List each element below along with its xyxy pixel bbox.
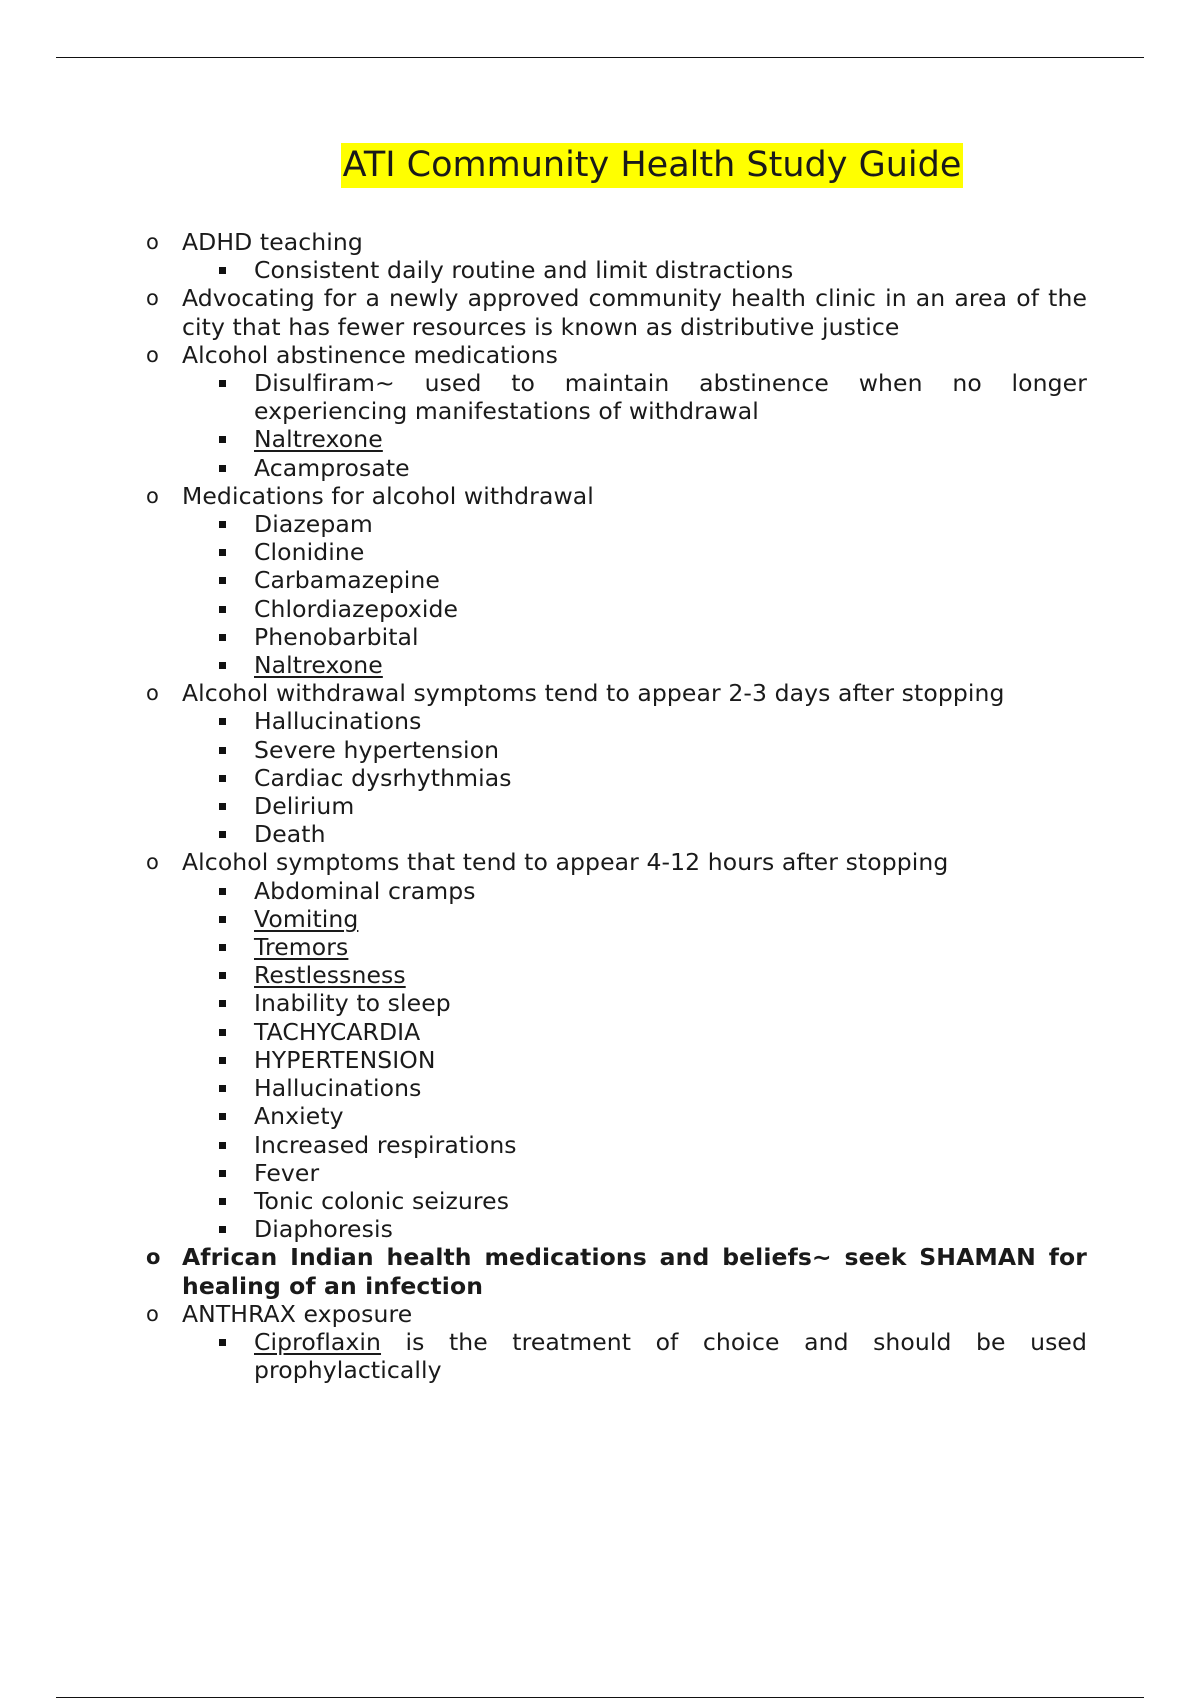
sub-item: Tonic colonic seizures xyxy=(0,1187,1087,1215)
square-bullet-icon xyxy=(219,803,226,810)
square-bullet-icon xyxy=(219,775,226,782)
sub-item: Diaphoresis xyxy=(0,1215,1087,1243)
sub-item: Phenobarbital xyxy=(0,623,1087,651)
outline-item: o Alcohol withdrawal symptoms tend to appear 2-3 days after stopping xyxy=(146,679,1005,708)
square-bullet-icon xyxy=(219,267,226,274)
sub-item: Hallucinations xyxy=(0,1074,1087,1102)
sub-item: Naltrexone xyxy=(0,425,1087,453)
sub-item: Ciproflaxin is the treatment of choice and should be used prophylactically xyxy=(0,1328,1087,1384)
sub-item: Hallucinations xyxy=(0,707,1087,735)
sub-item: Diazepam xyxy=(0,510,1087,538)
sub-item: Restlessness xyxy=(0,961,1087,989)
square-bullet-icon xyxy=(219,1085,226,1092)
circle-bullet-icon: o xyxy=(146,483,159,508)
square-bullet-icon xyxy=(219,436,226,443)
square-bullet-icon xyxy=(219,1000,226,1007)
square-bullet-icon xyxy=(219,465,226,472)
square-bullet-icon xyxy=(219,718,226,725)
square-bullet-icon xyxy=(219,888,226,895)
circle-bullet-icon: o xyxy=(146,230,159,254)
sub-item: Abdominal cramps xyxy=(0,877,1087,905)
sub-item: Severe hypertension xyxy=(0,736,1087,764)
sub-item: Disulfiram~ used to maintain abstinence when no longer experiencing manifestations of withdrawal xyxy=(0,369,1087,425)
square-bullet-icon xyxy=(219,972,226,979)
outline-item: o Medications for alcohol withdrawal xyxy=(146,481,594,510)
sub-item: Tremors xyxy=(0,933,1087,961)
bottom-rule xyxy=(56,1697,1144,1698)
circle-bullet-icon: o xyxy=(146,342,159,367)
square-bullet-icon xyxy=(219,1226,226,1233)
square-bullet-icon xyxy=(219,549,226,556)
outline-item: o ANTHRAX exposure xyxy=(146,1299,413,1328)
square-bullet-icon xyxy=(219,662,226,669)
sub-item: Increased respirations xyxy=(0,1131,1087,1159)
sub-item: Consistent daily routine and limit distractions xyxy=(0,256,1087,284)
square-bullet-icon xyxy=(219,747,226,754)
sub-item: Clonidine xyxy=(0,538,1087,566)
circle-bullet-icon: o xyxy=(146,286,159,311)
outline-item: o Alcohol symptoms that tend to appear 4-12 hours after stopping xyxy=(146,848,949,877)
square-bullet-icon xyxy=(219,1170,226,1177)
sub-item: Chlordiazepoxide xyxy=(0,595,1087,623)
square-bullet-icon xyxy=(219,521,226,528)
square-bullet-icon xyxy=(219,1057,226,1064)
square-bullet-icon xyxy=(219,944,226,951)
sub-item: Inability to sleep xyxy=(0,989,1087,1017)
sub-item: Naltrexone xyxy=(0,651,1087,679)
square-bullet-icon xyxy=(219,1142,226,1149)
circle-bullet-icon: o xyxy=(146,681,159,706)
square-bullet-icon xyxy=(219,577,226,584)
outline-item: o ADHD teaching xyxy=(146,228,363,256)
top-rule xyxy=(56,57,1144,58)
square-bullet-icon xyxy=(219,1339,226,1346)
sub-item: Vomiting xyxy=(0,905,1087,933)
study-guide-outline xyxy=(0,228,1200,1384)
sub-item: Fever xyxy=(0,1159,1087,1187)
outline-item: o African Indian health medications and beliefs~ seek SHAMAN for healing of an infection xyxy=(146,1243,1087,1300)
circle-bullet-icon: o xyxy=(146,1245,161,1270)
sub-item: HYPERTENSION xyxy=(0,1046,1087,1074)
square-bullet-icon xyxy=(219,634,226,641)
sub-item: Cardiac dysrhythmias xyxy=(0,764,1087,792)
circle-bullet-icon: o xyxy=(146,850,159,875)
document-title: ATI Community Health Study Guide xyxy=(341,143,964,188)
sub-item: Acamprosate xyxy=(0,454,1087,482)
square-bullet-icon xyxy=(219,1198,226,1205)
square-bullet-icon xyxy=(219,380,226,387)
square-bullet-icon xyxy=(219,1113,226,1120)
square-bullet-icon xyxy=(219,831,226,838)
square-bullet-icon xyxy=(219,916,226,923)
sub-item: Anxiety xyxy=(0,1102,1087,1130)
sub-item: Delirium xyxy=(0,792,1087,820)
title-wrap xyxy=(0,143,1200,188)
sub-item: Carbamazepine xyxy=(0,566,1087,594)
circle-bullet-icon: o xyxy=(146,1301,159,1326)
sub-item: TACHYCARDIA xyxy=(0,1018,1087,1046)
outline-item: o Advocating for a newly approved community health clinic in an area of the city that has fewer resources is known as distributive justice xyxy=(146,284,1087,341)
outline-item: o Alcohol abstinence medications xyxy=(146,340,558,369)
square-bullet-icon xyxy=(219,606,226,613)
sub-item: Death xyxy=(0,820,1087,848)
square-bullet-icon xyxy=(219,1029,226,1036)
